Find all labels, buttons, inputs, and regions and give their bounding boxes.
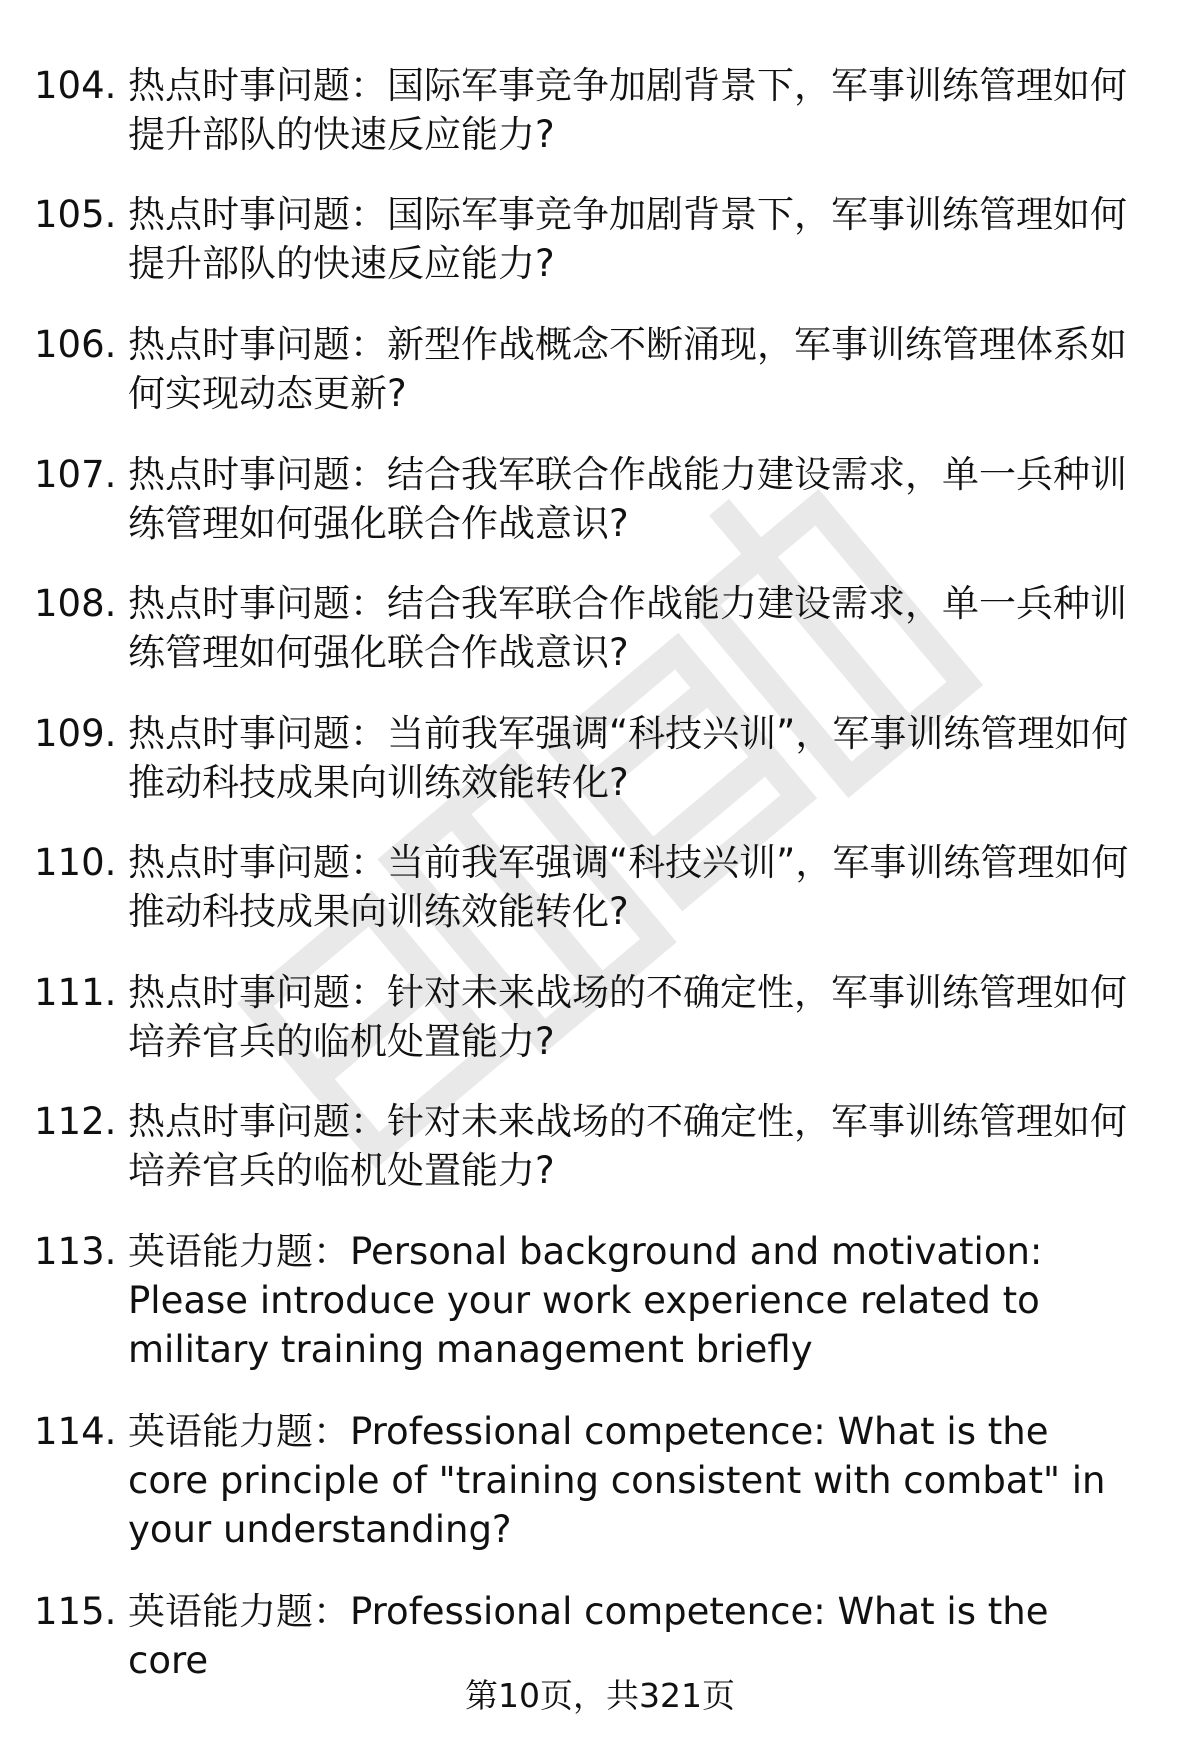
question-number: 105. [34,193,117,236]
question-number: 113. [34,1230,117,1273]
page-number-label: 第10页，共321页 [465,1676,735,1715]
question-text: 热点时事问题：国际军事竞争加剧背景下，军事训练管理如何提升部队的快速反应能力? [128,193,1127,285]
question-text: 热点时事问题：针对未来战场的不确定性，军事训练管理如何培养官兵的临机处置能力? [128,1100,1127,1192]
question-text: 热点时事问题：结合我军联合作战能力建设需求，单一兵种训练管理如何强化联合作战意识? [128,453,1127,545]
question-text: 英语能力题：Professional competence: What is the core [128,1590,1049,1682]
page-footer [0,1674,1200,1718]
question-text: 热点时事问题：当前我军强调“科技兴训”，军事训练管理如何推动科技成果向训练效能转化? [128,841,1129,933]
question-number: 111. [34,971,117,1014]
question-number: 110. [34,841,117,884]
question-number: 112. [34,1100,117,1143]
question-text: 热点时事问题：结合我军联合作战能力建设需求，单一兵种训练管理如何强化联合作战意识? [128,582,1127,674]
question-text: 热点时事问题：国际军事竞争加剧背景下，军事训练管理如何提升部队的快速反应能力? [128,64,1127,156]
question-number: 107. [34,453,117,496]
question-number: 115. [34,1590,117,1633]
question-number: 104. [34,64,117,107]
question-number: 108. [34,582,117,625]
question-number: 114. [34,1410,117,1453]
question-text: 热点时事问题：针对未来战场的不确定性，军事训练管理如何培养官兵的临机处置能力? [128,971,1127,1063]
question-text: 热点时事问题：新型作战概念不断涌现，军事训练管理体系如何实现动态更新? [128,323,1127,415]
question-number: 106. [34,323,117,366]
question-number: 109. [34,712,117,755]
question-text: 热点时事问题：当前我军强调“科技兴训”，军事训练管理如何推动科技成果向训练效能转化? [128,712,1129,804]
question-text: 英语能力题：Professional competence: What is the core principle of "training consistent with combat" in your understanding? [128,1410,1106,1551]
question-text: 英语能力题：Personal background and motivation: Please introduce your work experience related to military training management briefly [128,1230,1043,1371]
